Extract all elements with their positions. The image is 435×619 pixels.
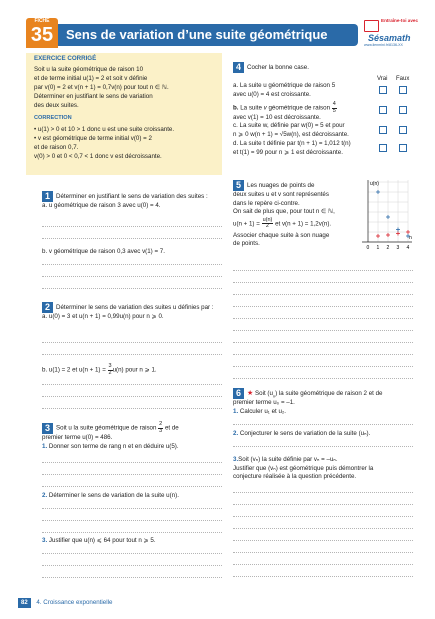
checkbox-d-faux[interactable] bbox=[399, 144, 407, 152]
answer-line[interactable] bbox=[233, 424, 413, 425]
checkbox-b-vrai[interactable] bbox=[379, 106, 387, 114]
text: On sait de plus que, pour tout n ∈ ℕ, bbox=[233, 208, 335, 215]
exercise-number: 5 bbox=[233, 180, 244, 191]
fiche-label: FICHE bbox=[34, 18, 50, 24]
question-1: 1. Calculer u₁ et u₂. bbox=[233, 407, 287, 415]
title-band bbox=[58, 24, 358, 46]
answer-line[interactable] bbox=[42, 577, 222, 578]
page-number: 82 bbox=[18, 598, 31, 608]
correction-title: CORRECTION bbox=[34, 115, 72, 121]
exercise-intro: Déterminer le sens de variation des suites u définies par : bbox=[56, 304, 214, 312]
text: Justifier que (vₙ) est géométrique puis démontrer la bbox=[233, 464, 374, 472]
exercise-intro: Cocher la bonne case. bbox=[247, 64, 309, 72]
text: dans le repère ci-contre. bbox=[233, 199, 300, 207]
exercise-6: 6 ★ Soit $(u_n)$ la suite géométrique de raison 2 et de premier terme u₀ = –1. 1. Calculer u₁ et u₂. bbox=[233, 388, 418, 416]
question-a: a. u géométrique de raison 3 avec u(0) = 4. bbox=[42, 202, 161, 209]
answer-line[interactable] bbox=[42, 553, 222, 554]
question-a: a. u(0) = 3 et u(n + 1) = 0,99u(n) pour n ⩾ 0. bbox=[42, 313, 164, 320]
checkbox-c-faux[interactable] bbox=[399, 126, 407, 134]
checkbox-a-vrai[interactable] bbox=[379, 86, 387, 94]
item-line: avec u(0) = 4 est croissante. bbox=[233, 90, 311, 98]
blue-point bbox=[386, 215, 390, 219]
answer-line[interactable] bbox=[42, 276, 222, 277]
exercise-2 bbox=[42, 302, 222, 322]
blue-point bbox=[376, 190, 380, 194]
graph-grid bbox=[368, 180, 408, 242]
exercise-intro: Déterminer en justifiant le sens de variation des suites : bbox=[56, 193, 208, 201]
correction-line: et de raison 0,7. bbox=[34, 144, 79, 151]
answer-line[interactable] bbox=[233, 516, 413, 517]
x-axis-label: n bbox=[409, 235, 412, 241]
exercise-number: 2 bbox=[42, 302, 53, 313]
header-bar bbox=[0, 18, 435, 48]
ex3-question-3: 3. Justifier que u(n) ⩽ 64 pour tout n ⩾ 5. bbox=[42, 537, 156, 544]
fiche-badge bbox=[26, 18, 58, 48]
answer-line[interactable] bbox=[233, 330, 413, 331]
answer-line[interactable] bbox=[42, 532, 222, 533]
ex3-question-2: 2. Déterminer le sens de variation de la suite u(n). bbox=[42, 492, 179, 499]
question-1: 1. Donner son terme de rang n et en déduire u(5). bbox=[42, 442, 179, 450]
text: Les nuages de points de bbox=[247, 182, 315, 190]
ex6-question-3: 3.Soit (vₙ) la suite définie par vₙ = –uₙ. Justifier que (vₙ) est géométrique puis démontrer la conjecture réalisée à la question précédente. bbox=[233, 456, 418, 482]
fiche-number: 35 bbox=[30, 24, 54, 46]
statement-line: des deux suites. bbox=[34, 102, 79, 109]
item-line: n ⩾ 0 w(n + 1) = √5w(n), est décroissante. bbox=[233, 130, 349, 138]
answer-line[interactable] bbox=[42, 508, 222, 509]
text: u(n) pour n ⩾ 1. bbox=[112, 366, 157, 374]
text: Soit u la suite géométrique de raison bbox=[56, 424, 159, 432]
correction-text bbox=[34, 125, 174, 161]
y-axis-label: u(n) bbox=[370, 181, 379, 187]
corrige-box bbox=[26, 53, 222, 175]
answer-line[interactable] bbox=[42, 384, 222, 385]
ex4-item-c bbox=[233, 122, 373, 139]
answer-line[interactable] bbox=[233, 342, 413, 343]
checkbox-b-faux[interactable] bbox=[399, 106, 407, 114]
text: premier terme u(0) = 486. bbox=[42, 434, 113, 441]
answer-line[interactable] bbox=[233, 378, 413, 379]
statement-line: par v(0) = 2 et v(n + 1) = 0,7v(n) pour tout n ∈ ℕ. bbox=[34, 84, 169, 91]
answer-line[interactable] bbox=[233, 528, 413, 529]
ex4-item-a bbox=[233, 82, 373, 99]
red-point bbox=[406, 230, 410, 234]
exercise-4 bbox=[233, 62, 413, 73]
fraction: $\frac{3}{2}$ bbox=[108, 363, 112, 376]
answer-line[interactable] bbox=[233, 540, 413, 541]
item-line: c. La suite w, définie par w(0) = 5 et pour bbox=[233, 122, 345, 129]
formula: u(n + 1) = $\frac{u(n)}{2}$ et v(n + 1) = 1,2v(n). bbox=[233, 216, 332, 229]
chapter-title: 4. Croissance exponentielle bbox=[36, 599, 113, 606]
page-title: Sens de variation d’une suite géométrique bbox=[66, 27, 328, 42]
exercise-5 bbox=[233, 180, 363, 249]
text: Associer chaque suite à son nuage bbox=[233, 231, 330, 239]
answer-line[interactable] bbox=[42, 408, 222, 409]
sesamath-logo bbox=[362, 18, 418, 48]
x-tick-label: 2 bbox=[386, 245, 390, 251]
footer bbox=[18, 598, 218, 610]
blue-point bbox=[396, 228, 400, 232]
answer-line[interactable] bbox=[233, 318, 413, 319]
x-tick-label: 3 bbox=[396, 245, 400, 251]
red-point bbox=[376, 234, 380, 238]
points-graph bbox=[358, 178, 414, 258]
answer-line[interactable] bbox=[42, 288, 222, 289]
corrige-title: EXERCICE CORRIGÉ bbox=[34, 55, 97, 62]
faux-header: Faux bbox=[396, 76, 410, 82]
ex6-question-2: 2. Conjecturer le sens de variation de la suite (uₙ). bbox=[233, 430, 371, 437]
answer-line[interactable] bbox=[42, 264, 222, 265]
checkbox-c-vrai[interactable] bbox=[379, 126, 387, 134]
vrai-header: Vrai bbox=[377, 76, 388, 82]
statement-line: et de terme initial u(1) = 2 et soit v définie bbox=[34, 75, 148, 82]
logo-brand: Sésamath bbox=[368, 33, 411, 43]
x-tick-label: 1 bbox=[376, 245, 380, 251]
text: deux suites u et v sont représentés bbox=[233, 191, 329, 198]
exercise-number: 4 bbox=[233, 62, 244, 73]
item-line: d. La suite t définie par t(n + 1) = 1,012 t(n) bbox=[233, 140, 351, 147]
answer-line[interactable] bbox=[233, 294, 413, 295]
item-line: b. La suite v géométrique de raison $\frac{4}{5}$ bbox=[233, 101, 336, 114]
screen-icon bbox=[364, 20, 379, 32]
text: conjecture réalisée à la question précédente. bbox=[233, 473, 357, 481]
exercise-1 bbox=[42, 191, 222, 211]
exercise-number: 6 bbox=[233, 388, 244, 399]
answer-line[interactable] bbox=[233, 282, 413, 283]
answer-line[interactable] bbox=[233, 576, 413, 577]
ex2-question-b bbox=[42, 364, 222, 376]
logo-top: Entraîne-toi avec bbox=[381, 18, 419, 23]
ex4-item-b bbox=[233, 102, 373, 123]
answer-line[interactable] bbox=[233, 504, 413, 505]
exercise-number: 1 bbox=[42, 191, 53, 202]
correction-line: v(0) > 0 et 0 < 0,7 < 1 donc v est décroissante. bbox=[34, 153, 162, 160]
answer-line[interactable] bbox=[42, 396, 222, 397]
answer-line[interactable] bbox=[233, 306, 413, 307]
correction-line: • v est géométrique de terme initial v(0) = 2 bbox=[34, 135, 152, 142]
checkbox-a-faux[interactable] bbox=[399, 86, 407, 94]
answer-line[interactable] bbox=[233, 366, 413, 367]
item-line: avec v(1) = 10 est décroissante. bbox=[233, 114, 321, 121]
trophy-icon: ★ bbox=[247, 390, 254, 398]
answer-line[interactable] bbox=[42, 226, 222, 227]
x-tick-label: 0 bbox=[366, 245, 370, 251]
exercise-number: 3 bbox=[42, 423, 53, 434]
logo-url: www.lienmini.fr/8136-XX bbox=[364, 43, 403, 47]
answer-line[interactable] bbox=[42, 342, 222, 343]
text: b. u(1) = 2 et u(n + 1) = bbox=[42, 366, 108, 374]
answer-line[interactable] bbox=[42, 462, 222, 463]
statement-line: Déterminer en justifiant le sens de variation bbox=[34, 93, 153, 100]
answer-line[interactable] bbox=[233, 270, 413, 271]
answer-line[interactable] bbox=[42, 474, 222, 475]
correction-line: • u(1) > 0 et 10 > 1 donc u est une suite croissante. bbox=[34, 126, 175, 133]
answer-line[interactable] bbox=[233, 354, 413, 355]
ex4-item-d bbox=[233, 140, 373, 157]
item-line: a. La suite u géométrique de raison 5 bbox=[233, 82, 336, 89]
answer-line[interactable] bbox=[233, 564, 413, 565]
text: de points. bbox=[233, 240, 260, 247]
exercise-3 bbox=[42, 422, 222, 451]
red-point bbox=[386, 233, 390, 237]
text: et de bbox=[163, 424, 179, 432]
answer-line[interactable] bbox=[233, 492, 413, 493]
answer-line[interactable] bbox=[42, 238, 222, 239]
fraction: $\frac{2}{3}$ bbox=[159, 421, 163, 434]
statement-line: Soit u la suite géométrique de raison 10 bbox=[34, 66, 144, 73]
answer-line[interactable] bbox=[233, 446, 413, 447]
answer-line[interactable] bbox=[42, 565, 222, 566]
ex1-question-b: b. v géométrique de raison 0,3 avec v(1) = 7. bbox=[42, 248, 165, 255]
answer-line[interactable] bbox=[42, 354, 222, 355]
item-line: et t(1) = 99 pour n ⩾ 1 est décroissante. bbox=[233, 148, 343, 156]
answer-line[interactable] bbox=[233, 552, 413, 553]
x-tick-label: 4 bbox=[406, 245, 410, 251]
text: premier terme u₀ = –1. bbox=[233, 399, 295, 406]
answer-line[interactable] bbox=[42, 520, 222, 521]
corrige-statement bbox=[34, 65, 169, 110]
checkbox-d-vrai[interactable] bbox=[379, 144, 387, 152]
answer-line[interactable] bbox=[42, 486, 222, 487]
